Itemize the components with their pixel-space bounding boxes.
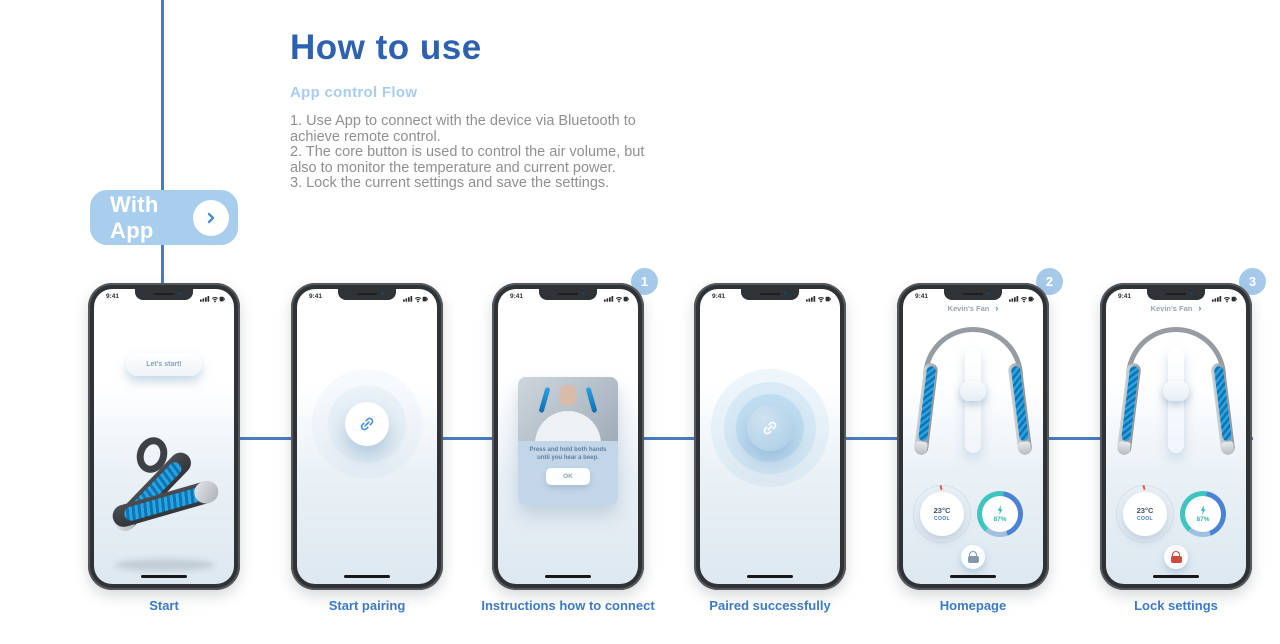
dial-indicator	[939, 485, 942, 490]
battery-ring	[977, 491, 1023, 537]
screen-start	[94, 289, 234, 584]
status-time: 9:41	[309, 293, 323, 300]
signal-icon	[604, 296, 613, 302]
phone-instructions	[481, 274, 655, 613]
device-name-header[interactable]: Kevin's Fan ›	[947, 303, 999, 313]
neckband-arm-left	[1116, 362, 1141, 455]
step-label: Instructions how to connect	[481, 598, 655, 613]
phone-frame	[291, 283, 443, 590]
home-indicator	[344, 575, 390, 578]
instruction-3: 3. Lock the current settings and save the settings.	[290, 175, 610, 192]
notch	[338, 289, 396, 300]
battery-icon	[624, 296, 629, 301]
phone-frame	[897, 283, 1049, 590]
wifi-icon	[1021, 297, 1027, 302]
pair-link-button[interactable]	[345, 402, 389, 446]
chevron-right-icon	[204, 211, 218, 225]
step-badge: 2	[1036, 268, 1063, 295]
notch	[944, 289, 1002, 300]
person-shirt	[535, 411, 601, 441]
screen-paired	[700, 289, 840, 584]
battery-icon	[220, 296, 225, 301]
speaker-slot	[357, 293, 377, 296]
dial-indicator	[1142, 485, 1145, 490]
phone-paired	[694, 283, 846, 613]
temperature-dial[interactable]	[1116, 485, 1174, 543]
home-indicator	[141, 575, 187, 578]
speaker-slot	[760, 293, 780, 296]
signal-icon	[1212, 296, 1221, 302]
lock-button[interactable]	[1164, 545, 1188, 569]
status-icons	[1009, 294, 1034, 303]
notch	[1147, 289, 1205, 300]
notch	[539, 289, 597, 300]
screen-pairing	[297, 289, 437, 584]
device-end-left	[539, 387, 551, 413]
notch	[741, 289, 799, 300]
status-icons	[604, 294, 629, 303]
battery-icon	[1232, 296, 1237, 301]
battery-percentage: 87%	[1196, 516, 1210, 523]
status-time: 9:41	[915, 293, 929, 300]
chevron-right-icon: ›	[995, 303, 999, 313]
connect-instructions-modal	[518, 377, 618, 505]
wifi-icon	[616, 297, 622, 302]
page-title: How to use	[290, 28, 482, 67]
temperature-value: 23°C	[933, 506, 951, 515]
battery-percentage: 87%	[993, 516, 1007, 523]
wifi-icon	[1224, 297, 1230, 302]
phone-start-pairing	[291, 283, 443, 613]
cool-mode-label: COOL	[933, 516, 951, 522]
signal-icon	[403, 296, 412, 302]
modal-text: Press and hold both hands until you hear a beep.	[529, 447, 607, 461]
battery-icon	[1029, 296, 1034, 301]
step-label: Lock settings	[1134, 598, 1218, 613]
bolt-icon	[997, 505, 1004, 515]
fan-speed-slider-handle[interactable]	[1163, 381, 1189, 401]
with-app-button[interactable]	[90, 190, 238, 245]
status-time: 9:41	[106, 293, 120, 300]
screen-instructions	[498, 289, 638, 584]
instructions-text	[290, 114, 672, 192]
link-icon	[761, 419, 779, 437]
wifi-icon	[415, 297, 421, 302]
status-icons	[806, 294, 831, 303]
temperature-value: 23°C	[1136, 506, 1154, 515]
signal-icon	[200, 296, 209, 302]
neckband-arm-right	[1210, 362, 1235, 455]
camera-dot	[178, 292, 181, 295]
section-subtitle: App control Flow	[290, 84, 418, 101]
paired-link-button[interactable]	[747, 405, 793, 451]
instruction-2: 2. The core button is used to control the air volume, but also to monitor the temperature and current power.	[290, 144, 645, 176]
notch	[135, 289, 193, 300]
phone-homepage	[897, 274, 1054, 613]
status-icons	[403, 294, 428, 303]
fan-speed-slider-handle[interactable]	[960, 381, 986, 401]
status-time: 9:41	[510, 293, 524, 300]
camera-dot	[381, 292, 384, 295]
neckband-arm-right	[1007, 362, 1032, 455]
screen-lock-settings	[1106, 289, 1246, 584]
camera-dot	[987, 292, 990, 295]
phone-frame	[694, 283, 846, 590]
phone-frame	[88, 283, 240, 590]
device-end-right	[586, 387, 598, 413]
step-badge: 1	[631, 268, 658, 295]
with-app-label: With App	[110, 191, 159, 243]
temperature-dial[interactable]	[913, 485, 971, 543]
step-label: Start pairing	[328, 598, 406, 613]
status-time: 9:41	[712, 293, 726, 300]
step-label: Start	[149, 598, 179, 613]
chevron-circle	[193, 200, 229, 236]
speaker-slot	[154, 293, 174, 296]
step-badge: 3	[1239, 268, 1266, 295]
neckband-fan-product-image	[109, 435, 219, 567]
phone-start	[88, 283, 240, 613]
speaker-slot	[558, 293, 578, 296]
cool-mode-label: COOL	[1136, 516, 1154, 522]
speaker-slot	[1166, 293, 1186, 296]
instruction-1: 1. Use App to connect with the device via Bluetooth to achieve remote control.	[290, 113, 636, 145]
status-icons	[1212, 294, 1237, 303]
wifi-icon	[818, 297, 824, 302]
step-label: Homepage	[939, 598, 1007, 613]
wearing-device-photo	[518, 377, 618, 441]
phone-lock-settings	[1100, 274, 1257, 613]
camera-dot	[582, 292, 585, 295]
home-indicator	[1153, 575, 1199, 578]
status-icons	[200, 294, 225, 303]
battery-ring	[1180, 491, 1226, 537]
wifi-icon	[212, 297, 218, 302]
chevron-right-icon: ›	[1198, 303, 1202, 313]
camera-dot	[784, 292, 787, 295]
status-time: 9:41	[1118, 293, 1132, 300]
home-indicator	[545, 575, 591, 578]
ok-button[interactable]: OK	[546, 468, 590, 485]
link-icon	[358, 415, 376, 433]
battery-icon	[423, 296, 428, 301]
camera-dot	[1190, 292, 1193, 295]
neckband-arm-left	[913, 362, 938, 455]
screen-homepage	[903, 289, 1043, 584]
home-indicator	[747, 575, 793, 578]
bolt-icon	[1200, 505, 1207, 515]
person-neck	[560, 385, 576, 405]
signal-icon	[1009, 296, 1018, 302]
home-indicator	[950, 575, 996, 578]
device-name-header[interactable]: Kevin's Fan ›	[1150, 303, 1202, 313]
lock-button[interactable]	[961, 545, 985, 569]
phone-frame	[492, 283, 644, 590]
product-shadow	[115, 559, 215, 571]
lets-start-button[interactable]: Let's start!	[126, 353, 202, 376]
speaker-slot	[963, 293, 983, 296]
step-label: Paired successfully	[709, 598, 831, 613]
phone-frame	[1100, 283, 1252, 590]
battery-icon	[826, 296, 831, 301]
signal-icon	[806, 296, 815, 302]
